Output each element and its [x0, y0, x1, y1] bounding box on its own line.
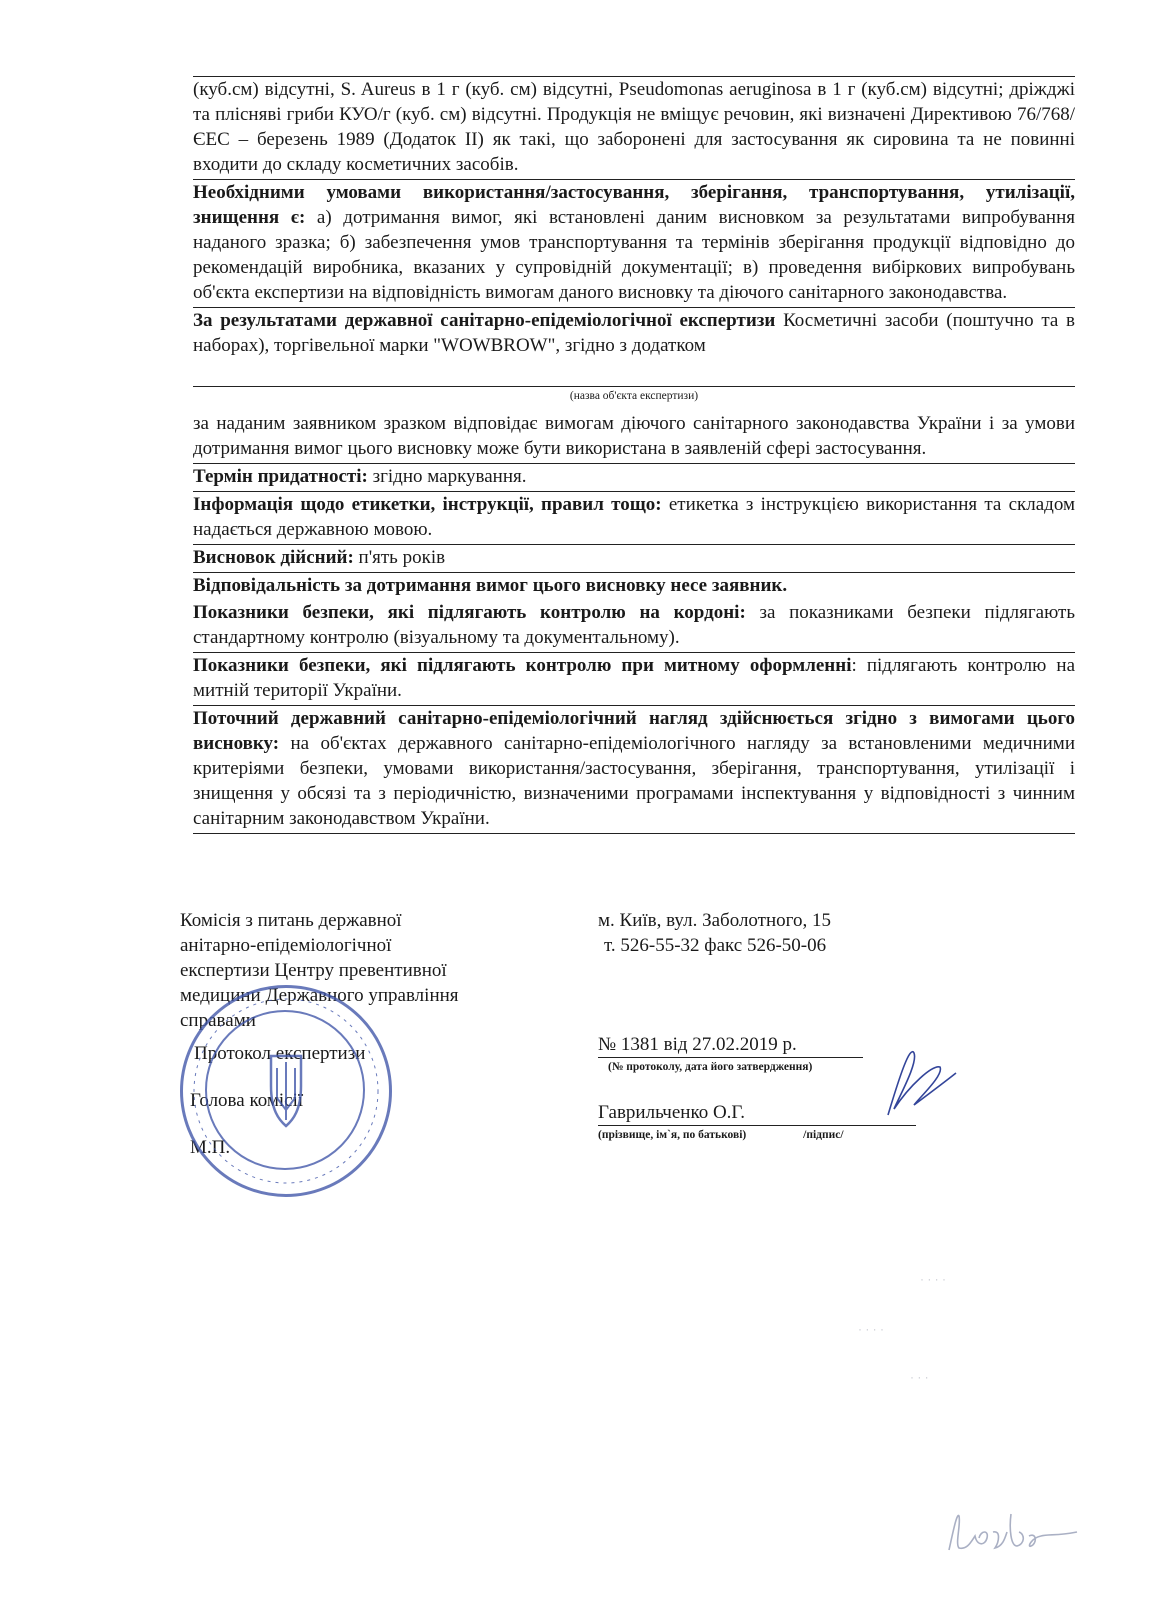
- contact-block: [598, 908, 1078, 1142]
- results-text: Косметичні засоби (поштучно та в наборах), торгівельної марки "WOWBROW", згідно з додатком: [193, 310, 1075, 356]
- customs-text: : підлягають контролю на митній території України.: [193, 655, 1075, 701]
- label-info-text: етикетка з інструкцією використання та складом надається державною мовою.: [193, 494, 1075, 540]
- protocol-caption: (№ протоколу, дата його затвердження): [608, 1061, 813, 1073]
- name-caption-row: [598, 1128, 1078, 1142]
- responsibility-row: Відповідальність за дотримання вимог цього висновку несе заявник.: [193, 575, 788, 596]
- customs-label: Показники безпеки, які підлягають контролю при митному оформленні: [193, 655, 852, 676]
- label-info-row: [193, 492, 1075, 545]
- trident-emblem-icon: [183, 988, 389, 1194]
- commission-line: експертизи Центру превентивної: [180, 960, 447, 981]
- conditions-paragraph: [193, 180, 1075, 308]
- head-label: Голова комісії: [190, 1090, 304, 1111]
- supervision-row: [193, 706, 1075, 834]
- handwritten-note-icon: [945, 1502, 1085, 1557]
- protocol-label: Протокол експертизи: [194, 1043, 366, 1064]
- customs-row: [193, 653, 1075, 706]
- address: м. Київ, вул. Заболотного, 15: [598, 910, 831, 931]
- border-control-row: [193, 600, 1075, 653]
- seal-label: М.П.: [190, 1137, 231, 1158]
- head-name: Гаврильченко О.Г.: [598, 1100, 916, 1126]
- commission-line: Комісія з питань державної: [180, 910, 402, 931]
- conditions-label: Необхідними умовами використання/застосування, зберігання, транспортування, утилізації, знищення є:: [193, 182, 1075, 228]
- microbiology-paragraph: (куб.см) відсутні, S. Aureus в 1 г (куб. см) відсутні, Pseudomonas aeruginosa в 1 г (куб.см) відсутні; дріжджі та плісняві гриби КУО/г (куб. см) відсутні. Продукція не вміщує речовин, які визначені Директивою 76/768/ЄЕС – березень 1989 (Додаток ІІ) як такі, що заборонені для застосування як сировина та не повинні входити до складу косметичних засобів.: [193, 76, 1075, 180]
- commission-line: анітарно-епідеміологічної: [180, 935, 392, 956]
- border-control-text: за показниками безпеки підлягають стандартному контролю (візуальному та документальному).: [193, 602, 1075, 648]
- official-seal-stamp: [180, 985, 392, 1197]
- validity-row: [193, 545, 1075, 573]
- shelf-life-value: згідно маркування.: [367, 466, 527, 487]
- document-page: (куб.см) відсутні, S. Aureus в 1 г (куб. см) відсутні, Pseudomonas aeruginosa в 1 г (куб.см) відсутні; дріжджі та плісняві гриби КУО/г (куб. см) відсутні. Продукція не вміщує речовин, які визначені Директивою 76/768/ЄЕС – березень 1989 (Додаток ІІ) як такі, що заборонені для застосування як сировина та не повинні входити до складу косметичних засобів. Необхідними умовами використання/застосування, зберігання, транспортування, утилізації, знищення є: а) дотримання вимог, які встановлені даним висновком за результатами випробування наданого зразка; б) забезпечення умов транспортування та термінів зберігання продукції відповідно до рекомендацій виробника, вказаних у супровідній документації; в) проведення вибіркових випробувань об'єкта експертизи на відповідність вимогам даного висновку та діючого санітарного законодавства. За результатами державної санітарно-епідеміологічної експертизи Косметичні засоби (поштучно та в наборах), торгівельної марки "WOWBROW", згідно з додатком (назва об'єкта експертизи) за наданим заявником зразком відповідає вимогам діючого санітарного законодавства України і за умови дотримання вимог цього висновку може бути використана в заявленій сфері застосування. Термін придатності: згідно маркування. Інформація щодо етикетки, інструкції, правил тощо: етикетка з інструкцією використання та складом надається державною мовою. Висновок дійсний: п'ять років Відповідальність за дотримання вимог цього висновку несе заявник. Показники безпеки, які підлягають контролю на кордоні: за показниками безпеки підлягають стандартному контролю (візуальному та документальному). Показники безпеки, які підлягають контролю при митному оформленні: підлягають контролю на митній території України. Поточний державний санітарно-епідеміологічний нагляд здійснюється згідно з вимогами цього висновку: на об'єктах державного санітарно-епідеміологічного нагляду за встановленими медичними критеріями безпеки, умовами використання/застосування, зберігання, транспортування, утилізації і знищення у обсязі та з періодичністю, визначеними програмами інспектування у відповідності з чинним санітарним законодавством України. Комісія з питань державної анітарно-епідеміологічної експертизи Центру превентивної медицини Державного управління справами Протокол експертизи Голова комісії М.П. м. Київ, вул. Заболотного, 15 т. 526-55-32 факс 526-50-06 № 1381 від 27.02.2019 р. (№ протоколу, дата його затвердження) Гаврильченко О.Г. (прізвище, ім`я, по батькові) /підпис/ · · · · · · · · · · ·: [0, 0, 1163, 1600]
- supervision-text: на об'єктах державного санітарно-епідеміологічного нагляду за встановленими медичними критеріями безпеки, умовами використання/застосування, зберігання, транспортування, утилізації і знищення у обсязі та з періодичністю, визначеними програмами інспектування у відповідності з чинним санітарним законодавством України.: [193, 733, 1075, 829]
- shelf-life-row: [193, 464, 1075, 492]
- border-control-label: Показники безпеки, які підлягають контролю на кордоні:: [193, 602, 746, 623]
- shelf-life-label: Термін придатності:: [193, 466, 368, 487]
- label-info-label: Інформація щодо етикетки, інструкції, правил тощо:: [193, 494, 662, 515]
- validity-label: Висновок дійсний:: [193, 547, 354, 568]
- sign-caption: /підпис/: [803, 1129, 844, 1141]
- conclusion-body: [193, 76, 1075, 834]
- results-paragraph: [193, 308, 1075, 360]
- commission-line: медицини Державного управління: [180, 985, 459, 1006]
- results-label: За результатами державної санітарно-епідеміологічної експертизи: [193, 310, 776, 331]
- name-caption: (прізвище, ім`я, по батькові): [598, 1129, 747, 1141]
- object-name-caption: (назва об'єкта експертизи): [193, 386, 1075, 411]
- phone-fax: т. 526-55-32 факс 526-50-06: [604, 935, 827, 956]
- results-compliance-paragraph: за наданим заявником зразком відповідає вимогам діючого санітарного законодавства України і за умови дотримання вимог цього висновку може бути використана в заявленій сфері застосування.: [193, 411, 1075, 464]
- commission-line: справами: [180, 1010, 256, 1031]
- supervision-label: Поточний державний санітарно-епідеміологічний нагляд здійснюється згідно з вимогами цього висновку:: [193, 708, 1075, 754]
- protocol-number-date: № 1381 від 27.02.2019 р.: [598, 1032, 863, 1058]
- validity-value: п'ять років: [353, 547, 446, 568]
- conditions-text: а) дотримання вимог, які встановлені даним висновком за результатами випробування наданого зразка; б) забезпечення умов транспортування та термінів зберігання продукції відповідно до рекомендацій виробника, вказаних у супровідній документації; в) проведення вибіркових випробувань об'єкта експертизи на відповідність вимогам даного висновку та діючого санітарного законодавства.: [193, 207, 1075, 303]
- handwritten-signature-icon: [880, 1035, 960, 1125]
